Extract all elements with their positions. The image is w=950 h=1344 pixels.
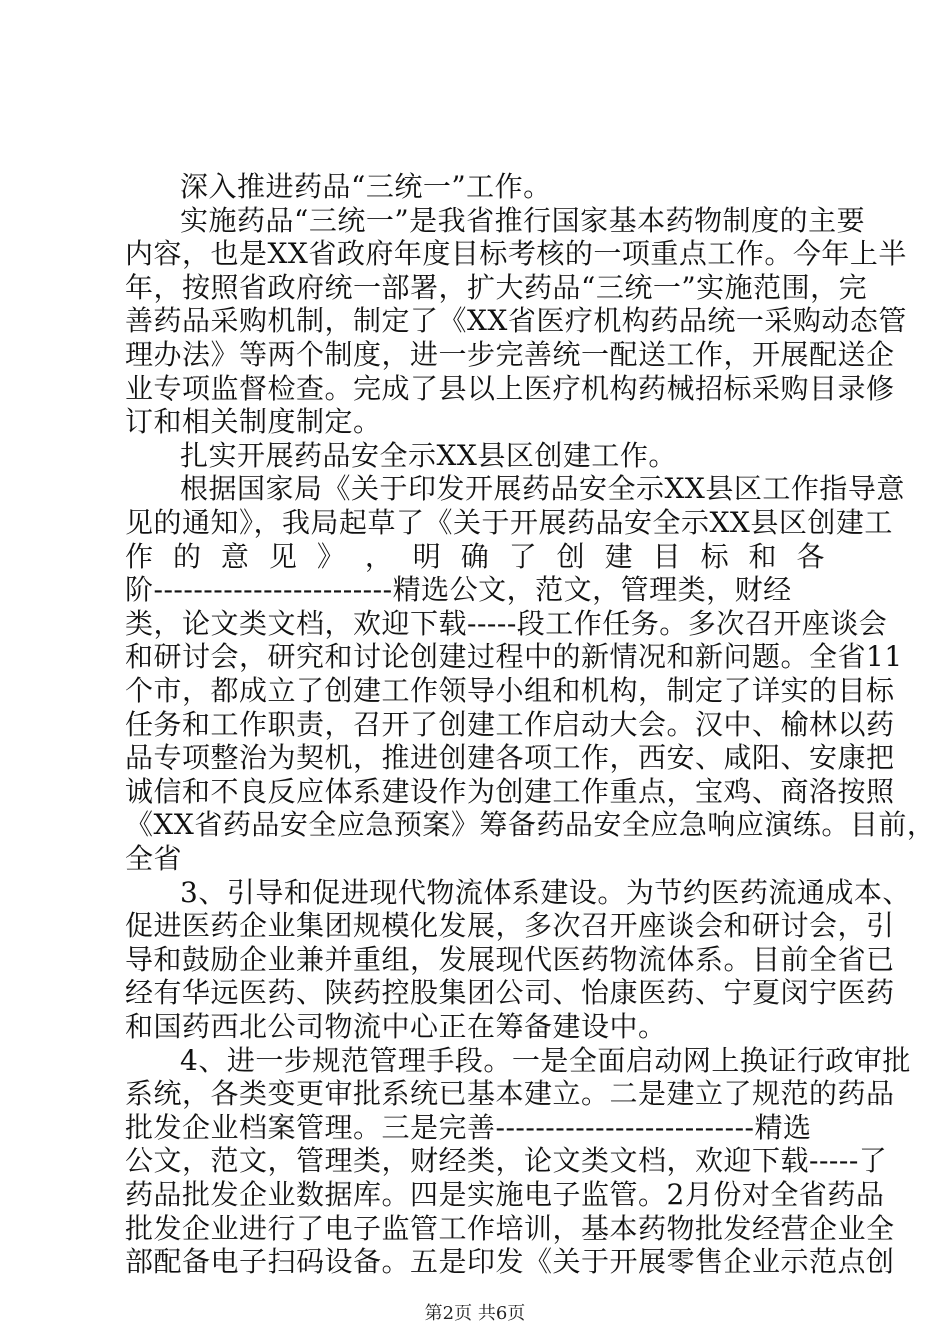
text-line: 批发企业进行了电子监管工作培训，基本药物批发经营企业全 — [125, 1211, 895, 1245]
text-line: 药品批发企业数据库。四是实施电子监管。2月份对全省药品 — [125, 1178, 885, 1211]
text-line: 和研讨会，研究和讨论创建过程中的新情况和新问题。全省11 — [125, 640, 903, 674]
text-line: 4、进一步规范管理手段。一是全面启动网上换证行政审批 — [180, 1043, 911, 1077]
text-line: 全省 — [125, 842, 183, 875]
text-line: 类，论文类文档，欢迎下载-----段工作任务。多次召开座谈会 — [125, 606, 888, 640]
text-line: 善药品采购机制，制定了《XX省医疗机构药品统一采购动态管 — [125, 304, 907, 338]
text-line: 根据国家局《关于印发开展药品安全示XX县区工作指导意 — [180, 472, 905, 506]
text-line: 内容，也是XX省政府年度目标考核的一项重点工作。今年上半 — [125, 237, 907, 271]
text-line: 批发企业档案管理。三是完善--------------------------精选 — [125, 1110, 812, 1144]
text-line: 品专项整治为契机，推进创建各项工作，西安、咸阳、安康把 — [125, 741, 895, 775]
section-heading: 扎实开展药品安全示XX县区创建工作。 — [180, 438, 677, 472]
text-line: 经有华远医药、陕药控股集团公司、怡康医药、宁夏闵宁医药 — [125, 976, 895, 1010]
text-line: 诚信和不良反应体系建设作为创建工作重点，宝鸡、商洛按照 — [125, 774, 895, 808]
text-line: 实施药品“三统一”是我省推行国家基本药物制度的主要 — [180, 203, 866, 237]
page-number: 第2页 共6页 — [424, 1303, 526, 1324]
text-line: 任务和工作职责，召开了创建工作启动大会。汉中、榆林以药 — [125, 707, 895, 741]
text-line: 公文，范文，管理类，财经类，论文类文档，欢迎下载-----了 — [125, 1144, 888, 1178]
text-line: 见的通知》，我局起草了《关于开展药品安全示XX县区创建工 — [125, 506, 893, 539]
text-line: 作 的 意 见 》 ， 明 确 了 创 建 目 标 和 各 — [125, 539, 825, 573]
text-line: 《XX省药品安全应急预案》筹备药品安全应急响应演练。目前， — [125, 808, 936, 842]
text-line: 理办法》等两个制度，进一步完善统一配送工作，开展配送企 — [125, 338, 895, 371]
text-line: 年，按照省政府统一部署，扩大药品“三统一”实施范围，完 — [125, 270, 868, 304]
text-line: 订和相关制度制定。 — [125, 405, 382, 439]
text-line: 和国药西北公司物流中心正在筹备建设中。 — [125, 1010, 667, 1043]
text-line: 3、引导和促进现代物流体系建设。为节约医药流通成本、 — [180, 875, 911, 909]
text-line: 个市，都成立了创建工作领导小组和机构，制定了详实的目标 — [125, 674, 895, 707]
text-line: 导和鼓励企业兼并重组，发展现代医药物流体系。目前全省已 — [125, 942, 895, 976]
text-line: 阶------------------------精选公文，范文，管理类，财经 — [125, 573, 792, 607]
text-line: 部配备电子扫码设备。五是印发《关于开展零售企业示范点创 — [125, 1245, 895, 1279]
section-heading: 深入推进药品“三统一”工作。 — [180, 170, 552, 203]
text-line: 促进医药企业集团规模化发展，多次召开座谈会和研讨会，引 — [125, 909, 895, 943]
text-line: 系统，各类变更审批系统已基本建立。二是建立了规范的药品 — [125, 1077, 895, 1111]
text-line: 业专项监督检查。完成了县以上医疗机构药械招标采购目录修 — [125, 371, 895, 405]
